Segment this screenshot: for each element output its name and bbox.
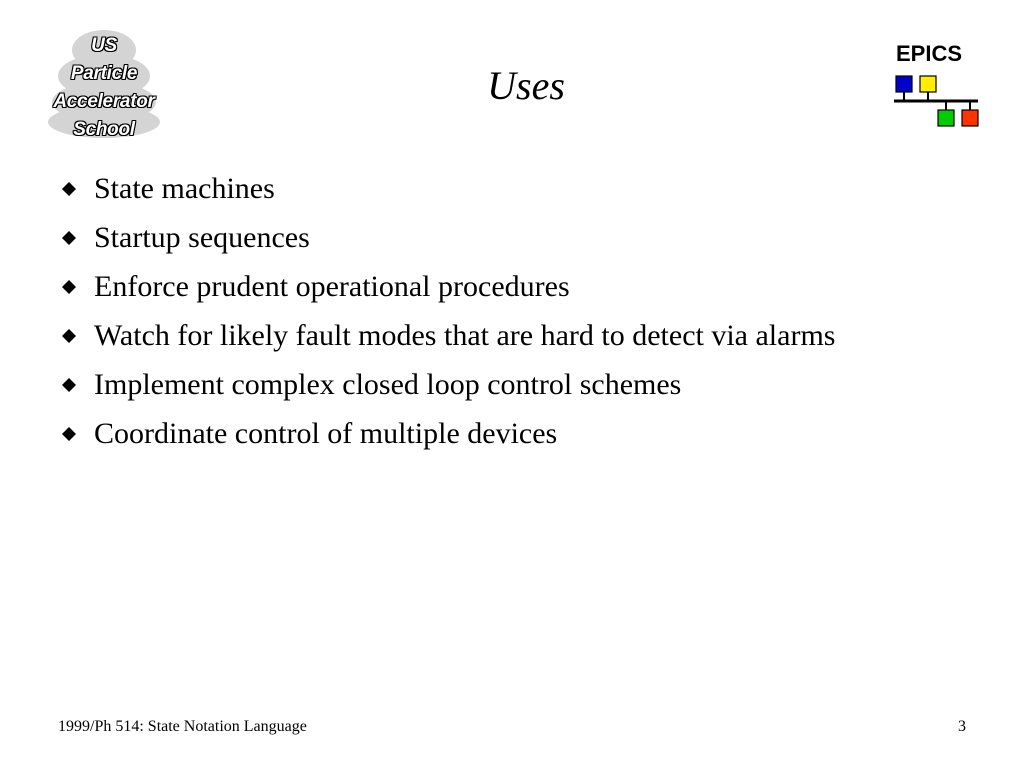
- yellow-node-square: [920, 76, 936, 92]
- bullet-text: Enforce prudent operational procedures: [94, 270, 570, 303]
- logo-line-school: School: [73, 119, 135, 140]
- logo-line-particle: Particle: [70, 63, 138, 84]
- list-item: [58, 266, 958, 307]
- diamond-bullet-icon: [62, 329, 76, 343]
- list-item: [58, 413, 958, 454]
- logo-line-us: US: [91, 35, 117, 56]
- list-item: [58, 168, 958, 209]
- bullet-text: Coordinate control of multiple devices: [94, 417, 558, 450]
- bullet-text: State machines: [94, 172, 275, 205]
- list-item: [58, 364, 958, 405]
- network-diagram-icon: [890, 72, 990, 130]
- list-item: [58, 217, 958, 258]
- bullet-text: Implement complex closed loop control schemes: [94, 368, 682, 401]
- red-node-square: [962, 110, 978, 126]
- diamond-bullet-icon: [62, 231, 76, 245]
- diamond-bullet-icon: [62, 378, 76, 392]
- green-node-square: [938, 110, 954, 126]
- blue-node-square: [896, 76, 912, 92]
- diamond-bullet-icon: [62, 182, 76, 196]
- bullet-text: Startup sequences: [94, 221, 310, 254]
- epics-logo-text: EPICS: [896, 41, 963, 66]
- bullet-list: [58, 168, 958, 462]
- diamond-bullet-icon: [62, 280, 76, 294]
- epics-logo: [890, 40, 990, 130]
- bullet-text: Watch for likely fault modes that are hard to detect via alarms: [94, 319, 836, 352]
- diamond-bullet-icon: [62, 427, 76, 441]
- list-item: [58, 315, 958, 356]
- footer-course-label: 1999/Ph 514: State Notation Language: [58, 718, 307, 735]
- logo-line-accelerator: Accelerator: [53, 91, 155, 112]
- page-number: 3: [958, 718, 966, 735]
- slide-title: Uses: [487, 63, 565, 108]
